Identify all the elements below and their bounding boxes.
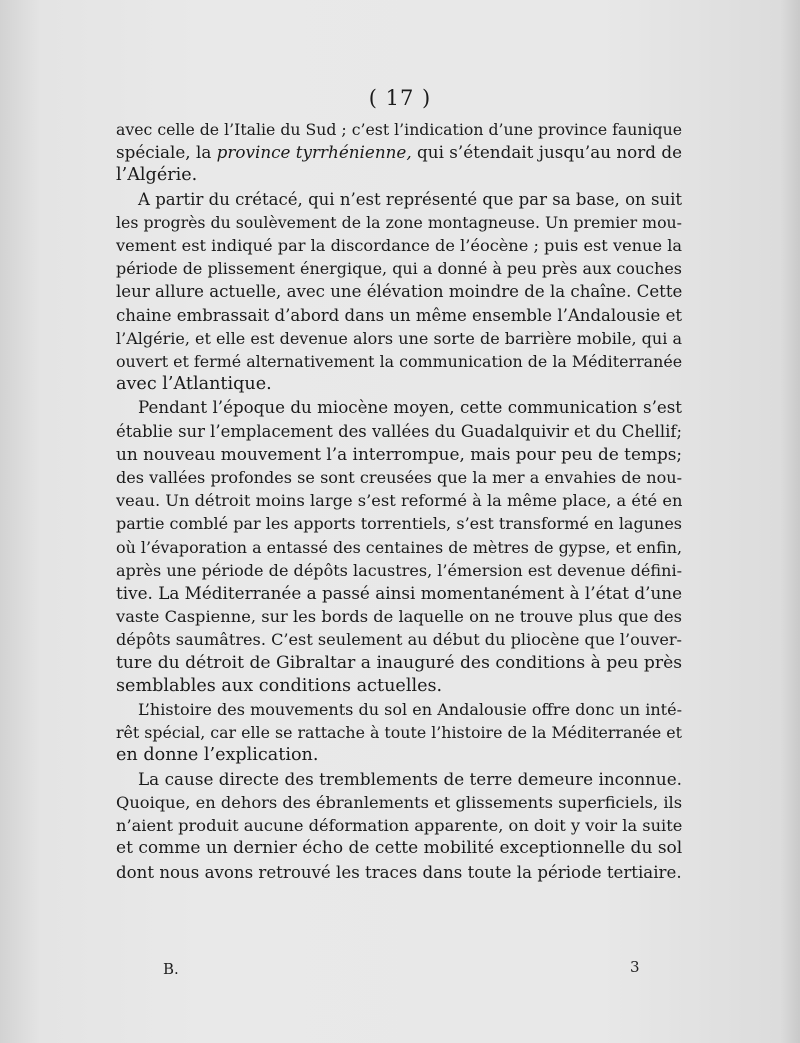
text-line: et comme un dernier écho de cette mobilité exceptionnelle du sol	[116, 838, 683, 859]
text-line: un nouveau mouvement l’a interrompue, mais pour peu de temps;	[116, 443, 683, 464]
text-line: les progrès du soulèvement de la zone montagneuse. Un premier mou-	[116, 212, 682, 232]
text-line: établie sur l’emplacement des vallées du Guadalquivir et du Chellif;	[116, 421, 682, 441]
text-line: tive. La Méditerranée a passé ainsi momentanément à l’état d’une	[116, 583, 682, 604]
text-line: veau. Un détroit moins large s’est reformé à la même place, a été en	[116, 491, 683, 511]
body-text	[116, 118, 682, 884]
text-line: en donne l’explication.	[116, 745, 319, 766]
paragraph-3	[116, 396, 682, 698]
paragraph-4	[116, 698, 682, 768]
text-line: partie comblé par les apports torrentiels, s’est transformé en lagunes	[116, 514, 682, 534]
paragraph-2	[116, 188, 682, 397]
footer-sheet-number: 3	[630, 958, 640, 976]
text-line: Quoique, en dehors des ébranlements et glissements superficiels, ils	[116, 792, 683, 812]
text-line: ture du détroit de Gibraltar a inauguré des conditions à peu près	[116, 652, 682, 673]
text-run: spéciale, la	[116, 142, 217, 163]
text-line: ouvert et fermé alternativement la communication de la Méditerranée	[116, 352, 683, 372]
paragraph-1	[116, 118, 682, 188]
text-line: avec celle de l’Italie du Sud ; c’est l’indication d’une province faunique	[116, 120, 682, 139]
text-line: vement est indiqué par la discordance de l’éocène ; puis est venue la	[116, 236, 682, 256]
italic-term: province tyrrhénienne,	[216, 142, 412, 163]
text-line: L’histoire des mouvements du sol en Andalousie offre donc un inté-	[138, 700, 682, 720]
text-line: l’Algérie.	[116, 165, 198, 186]
text-line: n’aient produit aucune déformation apparente, on doit y voir la suite	[116, 816, 683, 836]
text-line: période de plissement énergique, qui a donné à peu près aux couches	[116, 259, 682, 279]
footer-signature: B.	[163, 960, 179, 978]
text-run: qui s’étendait jusqu’au nord de	[411, 142, 682, 163]
text-line: La cause directe des tremblements de terre demeure inconnue.	[138, 768, 682, 789]
text-line: semblables aux conditions actuelles.	[116, 675, 443, 696]
text-line: avec l’Atlantique.	[116, 374, 272, 395]
text-line: dépôts saumâtres. C’est seulement au début du pliocène que l’ouver-	[116, 630, 682, 650]
paragraph-5	[116, 768, 682, 884]
page-number: ( 17 )	[368, 86, 432, 110]
text-line: dont nous avons retrouvé les traces dans toute la période tertiaire.	[116, 862, 682, 882]
text-line: leur allure actuelle, avec une élévation moindre de la chaîne. Cette	[116, 282, 683, 302]
text-line	[116, 141, 682, 164]
text-line: des vallées profondes se sont creusées que la mer a envahies de nou-	[116, 468, 682, 488]
text-line: où l’évaporation a entassé des centaines de mètres de gypse, et enfin,	[116, 537, 683, 557]
text-line: l’Algérie, et elle est devenue alors une sorte de barrière mobile, qui a	[116, 328, 682, 348]
text-line: chaine embrassait d’abord dans un même ensemble l’Andalousie et	[116, 305, 683, 325]
text-line: vaste Caspienne, sur les bords de laquelle on ne trouve plus que des	[116, 607, 683, 627]
text-line: A partir du crétacé, qui n’est représenté que par sa base, on suit	[138, 189, 682, 209]
text-line: Pendant l’époque du miocène moyen, cette communication s’est	[138, 398, 682, 418]
text-line: rêt spécial, car elle se rattache à toute l’histoire de la Méditerranée et	[116, 723, 682, 743]
text-line: après une période de dépôts lacustres, l’émersion est devenue défini-	[116, 560, 682, 580]
